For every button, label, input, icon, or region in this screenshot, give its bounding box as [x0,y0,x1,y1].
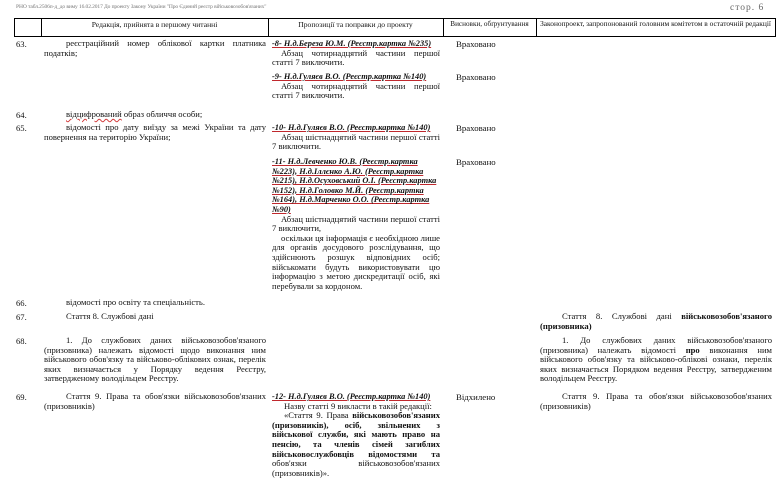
proposal-quote-end: обов'язки військовозобов'язаних (призовників)». [272,458,440,478]
proposal-author: -11- Н.д.Левченко Ю.В. (Реєстр.картка №223), Н.д.Іллєнко А.Ю. (Реєстр.картка №215), Н.д.Осуховський О.І. (Реєстр.картка №152), Н.д.Головко М.Й. (Реєстр.картка №164), Н.д.Марченко О.О. (Реєстр.картка №90) [272,157,437,214]
proposal-author: -9- Н.д.Гуляєв В.О. (Реєстр.картка №140) [272,72,427,81]
row-number: 69. [16,392,27,402]
proposal-quote-bold: військовозобов'язаних (призовників), осіб, звільнених з військової служби, які мають право на пенсію, та членів сімей загиблих військовослужбовців відомостями та [272,410,440,459]
proposal-body: Абзац чотирнадцятий частини першої статті 7 виключити. [272,80,440,101]
first-reading-text: Стаття 8. Службові дані [66,311,154,321]
first-reading-text: реєстраційний номер облікової картки платника податків; [44,38,266,58]
header-cell-number [14,18,42,37]
proposal [272,39,440,68]
final-text-bold: військовозобов'язаного (призовника) [540,311,772,331]
row-number: 65. [16,123,27,133]
final-text-bold: про [685,344,700,355]
page-number: стор. 6 [730,3,765,13]
final-text: Стаття 9. Права та обов'язки військовозобов'язаних (призовників) [540,391,772,411]
proposal-body: Назву статті 9 викласти в такій редакції: [284,400,432,411]
proposal [272,392,440,478]
conclusion: Відхилено [456,392,496,402]
final-text-plain: Стаття 8. Службові дані [562,311,682,321]
proposal-justification: оскільки ця інформація є необхідною лише для органів досудового розслідування, що здійснюють розшук відповідних осіб; військомати будуть використовувати цю інформацію з метою дискредитації осіб, які перебували за кордоном. [272,232,440,291]
proposal-author: -10- Н.д.Гуляєв В.О. (Реєстр.картка №140) [272,123,431,132]
header-cell-proposals: Пропозиції та поправки до проекту [268,18,444,37]
proposal-quote-plain: «Стаття 9. Права [284,410,353,421]
first-reading-text: 1. До службових даних військовозобов'язаного (призовника) належать відомості щодо виконання ним військового обов'язку та військово-облікових ознак, перелік яких визначається у Порядку ведення Реєстру, затвердженому володільцем Реєстру. [44,335,266,384]
row-number: 67. [16,312,27,322]
row-number: 64. [16,110,27,120]
conclusion: Враховано [456,39,496,49]
conclusion: Враховано [456,123,496,133]
first-reading-text [44,110,266,120]
first-reading-text: Стаття 9. Права та обов'язки військовозобов'язаних (призовників) [44,391,266,411]
first-reading-text: відомості про дату виїзду за межі України та дату повернення на територію України; [44,122,266,142]
proposal-body: Абзац шістнадцятий частини першої статті 7 виключити. [272,131,440,152]
header-cell-first-reading: Редакція, прийнята в першому читанні [41,18,269,37]
row-number: 66. [16,298,27,308]
proposal-author: -8- Н.д.Береза Ю.М. (Реєстр.картка №235) [272,39,432,48]
conclusion: Враховано [456,72,496,82]
first-reading-text: відомості про освіту та спеціальність. [66,297,205,307]
header-cell-conclusions: Висновки, обґрунтування [443,18,537,37]
proposal [272,157,440,291]
row-number: 68. [16,336,27,346]
proposal-body: Абзац шістнадцятий частини першої статті 7 виключити, [272,213,440,234]
spellcheck-flagged-word: відцифрований [66,109,122,119]
header-cell-final-text: Законопроект, запропонований головним комітетом в остаточній редакції [536,18,776,37]
proposal-author: -12- Н.д.Гуляєв В.О. (Реєстр.картка №140) [272,392,431,401]
first-reading-text-rest: образ обличчя особи; [121,109,203,119]
proposal-body: Абзац чотирнадцятий частини першої статті 7 виключити. [272,47,440,68]
final-text [540,312,772,331]
proposal-new-title [272,411,440,478]
proposal [272,123,440,152]
final-text-part: виконання ним військового обов'язку та військово-облікові ознаки, перелік яких визначається Порядком ведення Реєстру, затвердженим володільцем Реєстру. [540,344,772,384]
final-text [540,336,772,384]
row-number: 63. [16,39,27,49]
final-text-part: 1. До службових даних військовозобов'язаного (призовника) належать відомості [540,335,772,355]
proposal [272,72,440,101]
running-header: РНО табл.2506п-д_до виму 16.02.2017 До проекту Закону України "Про Єдиний реєстр військовозобов'язаних" [16,4,267,10]
conclusion: Враховано [456,157,496,167]
